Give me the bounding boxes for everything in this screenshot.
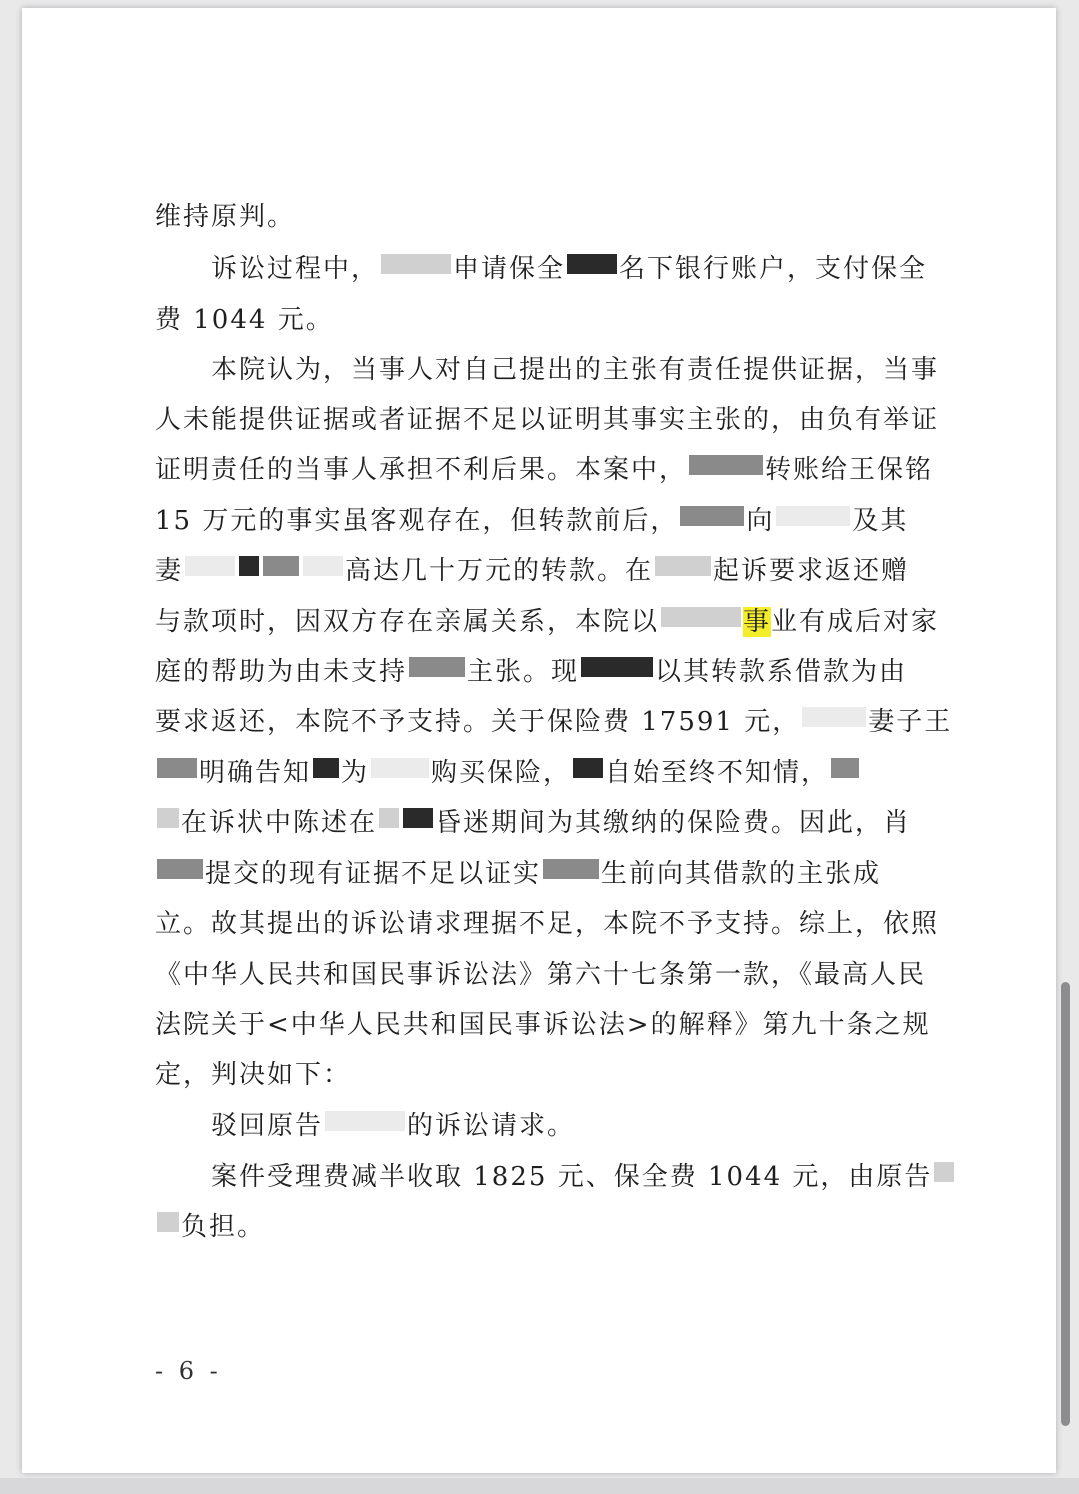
bottom-edge: [0, 1478, 1079, 1494]
text-line: 本院认为，当事人对自己提出的主张有责任提供证据，当事: [211, 355, 940, 385]
text-line: 明确告知 为 购买保险， 自始至终不知情，: [155, 758, 925, 788]
text-line: 15 万元的事实虽客观存在，但转款前后， 向 及其: [155, 506, 909, 536]
scrollbar-thumb[interactable]: [1061, 982, 1070, 1426]
text-line: 妻 高达几十万元的转款。在 起诉要求返还赠: [155, 556, 910, 586]
text-line: 人未能提供证据或者证据不足以证明其事实主张的，由负有举证: [155, 405, 940, 435]
text-line: 案件受理费减半收取 1825 元、保全费 1044 元，由原告: [155, 1162, 981, 1192]
text-line: 法院关于<中华人民共和国民事诉讼法>的解释》第九十条之规: [155, 1010, 931, 1040]
text-line: 庭的帮助为由未支持 主张。现 以其转款系借款为由: [155, 657, 908, 687]
text-line: 负担。: [155, 1212, 925, 1242]
text-line: 诉讼过程中， 申请保全 名下银行账户，支付保全: [211, 254, 928, 284]
text-line: 维持原判。: [155, 202, 296, 232]
text-line: 立。故其提出的诉讼请求理据不足，本院不予支持。综上，依照: [155, 909, 940, 939]
text-line: 费 1044 元。: [155, 305, 334, 335]
text-line: 定，判决如下：: [155, 1060, 352, 1090]
text-line: 在诉状中陈述在 昏迷期间为其缴纳的保险费。因此，肖: [155, 808, 925, 838]
text-line: 与款项时，因双方存在亲属关系，本院以 事业有成后对家: [155, 607, 940, 637]
page-number: - 6 -: [155, 1357, 222, 1385]
text-line: 要求返还，本院不予支持。关于保险费 17591 元， 妻子王: [155, 707, 953, 737]
highlighted-text: 事: [743, 607, 772, 637]
text-line: 《中华人民共和国民事诉讼法》第六十七条第一款，《最高人民: [155, 960, 927, 990]
text-line: 提交的现有证据不足以证实 生前向其借款的主张成: [155, 859, 925, 889]
text-line: 驳回原告 的诉讼请求。: [211, 1111, 576, 1141]
text-line: 证明责任的当事人承担不利后果。本案中， 转账给王保铭: [155, 455, 934, 485]
